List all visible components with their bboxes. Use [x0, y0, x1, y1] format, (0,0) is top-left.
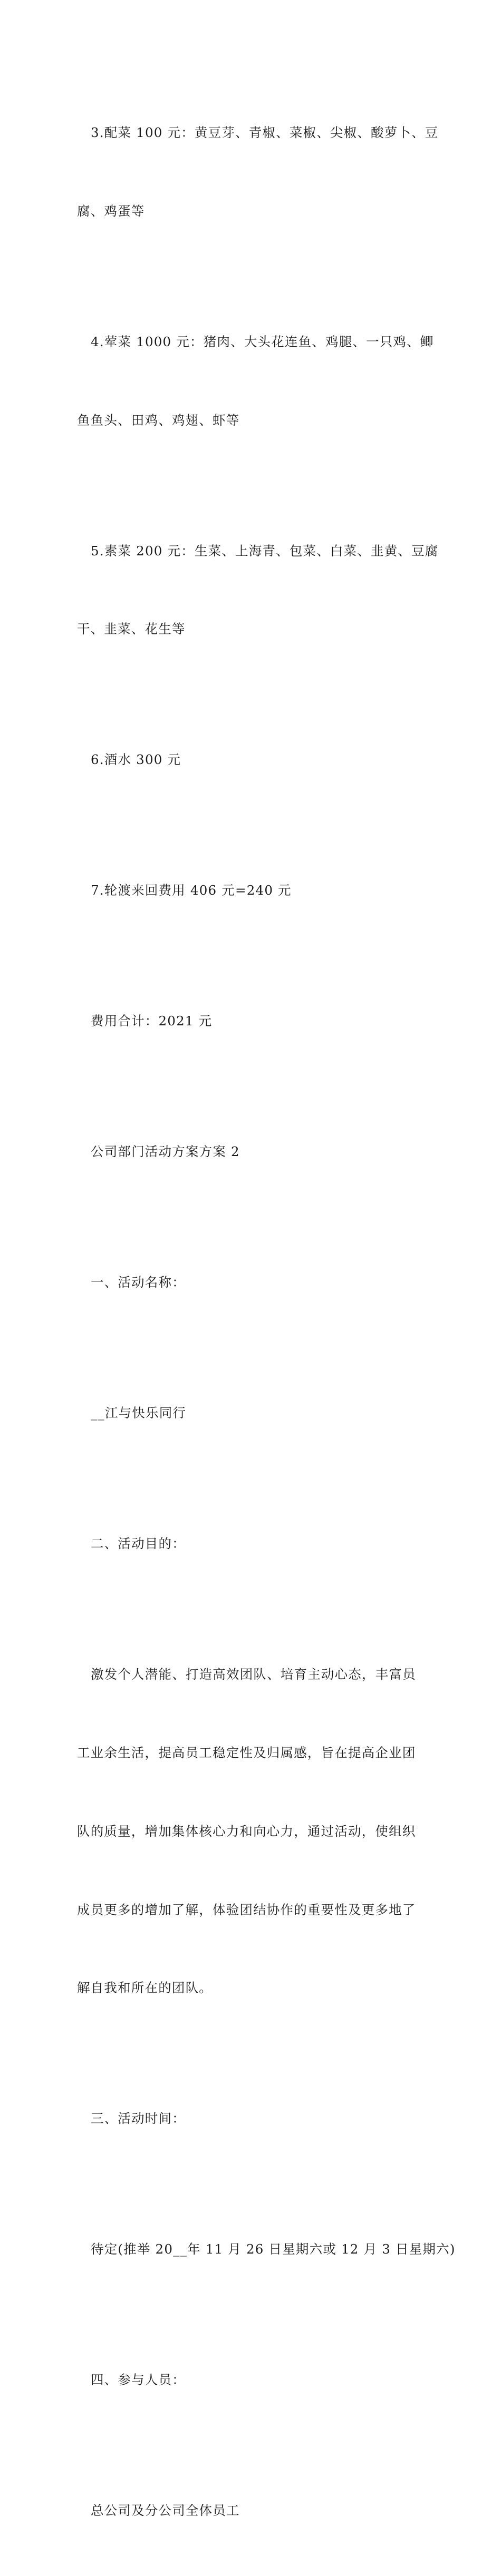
heading-activity-time: [77, 2053, 425, 2184]
paragraph-line: 一、活动名称：: [91, 1275, 186, 1290]
heading-activity-purpose: [77, 1478, 425, 1609]
paragraph-line: 4.荤菜 1000 元：猪肉、大头花连鱼、鸡腿、一只鸡、鲫: [91, 334, 434, 349]
paragraph-activity-purpose: [77, 1609, 425, 2053]
paragraph-drinks: [77, 694, 425, 825]
paragraph-line: 工业余生活，提高员工稳定性及归属感，旨在提高企业团: [77, 1745, 416, 1760]
paragraph-line: 5.素菜 200 元：生菜、上海青、包菜、白菜、韭黄、豆腐: [91, 543, 439, 559]
paragraph-line: 7.轮渡来回费用 406 元=240 元: [91, 883, 292, 898]
paragraph-vegetable-dishes: [77, 486, 439, 695]
paragraph-line: 成员更多的增加了解，体验团结协作的重要性及更多地了: [77, 1902, 416, 1917]
paragraph-side-dishes: [77, 67, 439, 277]
paragraph-activity-time: [77, 2184, 456, 2315]
heading-activity-name: [77, 1217, 425, 1348]
paragraph-line: 三、活动时间：: [91, 2111, 186, 2127]
paragraph-line: 激发个人潜能、打造高效团队、培育主动心态，丰富员: [91, 1667, 416, 1682]
paragraph-line: 费用合计：2021 元: [91, 1013, 213, 1029]
paragraph-line: 鱼鱼头、田鸡、鸡翅、虾等: [77, 412, 240, 428]
paragraph-line: 腐、鸡蛋等: [77, 203, 145, 219]
paragraph-line: 公司部门活动方案方案 2: [91, 1144, 240, 1160]
heading-participants: [77, 2315, 425, 2445]
paragraph-participants: [77, 2445, 425, 2576]
paragraph-line: __江与快乐同行: [91, 1405, 187, 1421]
section-title-plan-2: [77, 1086, 425, 1217]
paragraph-line: 干、韭菜、花生等: [77, 621, 186, 637]
paragraph-line: 四、参与人员：: [91, 2372, 186, 2388]
paragraph-activity-name: [77, 1348, 425, 1478]
paragraph-line: 总公司及分公司全体员工: [91, 2503, 240, 2519]
paragraph-line: 解自我和所在的团队。: [77, 1980, 213, 1996]
paragraph-line: 3.配菜 100 元：黄豆芽、青椒、菜椒、尖椒、酸萝卜、豆: [91, 125, 439, 141]
paragraph-line: 二、活动目的：: [91, 1536, 186, 1552]
paragraph-line: 待定(推举 20__年 11 月 26 日星期六或 12 月 3 日星期六): [91, 2241, 456, 2257]
paragraph-line: 6.酒水 300 元: [91, 752, 181, 768]
paragraph-total-cost: [77, 956, 425, 1086]
document-page: [77, 67, 456, 2576]
paragraph-ferry-cost: [77, 825, 425, 956]
paragraph-meat-dishes: [77, 277, 434, 486]
paragraph-line: 队的质量，增加集体核心力和向心力，通过活动，使组织: [77, 1823, 416, 1839]
